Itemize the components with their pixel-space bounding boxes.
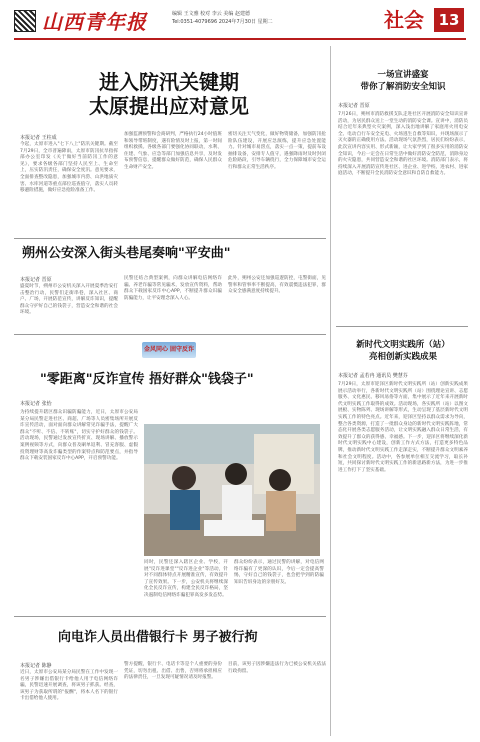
practice-byline: 本报记者 孟若冉 通讯员 樊慧芬 — [338, 373, 408, 379]
paper-name: 山西青年报 — [42, 10, 147, 34]
fraud-col-3: 群众纷纷表示，通过民警的讲解，对电信网络诈骗有了更深的认识，今后一定会提高警惕，守好自己的钱袋子，也会把学到的防骗知识告诉身边的亲朋好友。 — [234, 560, 324, 585]
practice-body: 7月29日，太原市迎泽区新时代文明实践所（站）创新实践成果展示活动举行，各新时代文明实践所（站）围绕理论宣讲、志愿服务、文化惠民、移风易俗等方面，集中展示了近年来开展新时代文明实践工作取得的成效。活动现场，各实践所（站）以图文展板、实物陈列、现场讲解等形式，生动呈现了基层新时代文明实践工作的特色亮点。近年来，迎泽区坚持以群众需求为导向，整合各类资源，打造了一批群众身边的新时代文明实践阵地，常态化开展各类志愿服务活动，让文明实践融入群众日常生活，有效提升了群众的获得感、幸福感。下一步，迎泽区将继续深化新时代文明实践中心建设，创新工作方式方法，打造更多特色品牌，推动新时代文明实践工作走深走实，不断提升群众文明素养和社会文明程度。活动中，各参展单位相互交流学习，取长补短，共同探讨新时代文明实践工作的新思路新方法，为进一步推进工作打下了坚实基础。 — [338, 382, 468, 473]
bank-col-2: 警方提醒，银行卡、电话卡等是个人重要的身份凭证，切勿出租、出借、出售，否则将承担相应的法律责任，一旦发现可疑情况请及时报警。 — [124, 662, 222, 681]
flood-byline: 本报记者 王柱成 — [20, 135, 57, 141]
fraud-col-2: 同时，民警还深入辖区企业、学校，开展"反诈进课堂""反诈进企业"等活动，针对不同群体特点开展精准宣传，有效提升了宣传效果。下一步，公安机关将继续深化全民反诈宣传，构建全民反诈格局，坚决遏制电信网络诈骗犯罪高发多发态势。 — [144, 560, 228, 598]
column-divider — [330, 46, 331, 736]
shuozhou-byline: 本报记者 晋原 — [20, 277, 52, 283]
divider — [14, 616, 326, 617]
editor-line: 编辑 王文雅 校对 李云 美编 赵建德 — [172, 11, 250, 17]
qr-code-icon — [14, 10, 36, 32]
shuozhou-col-2: 民警还结合典型案例，向群众讲解电信网络诈骗、养老诈骗等常见骗术，发放宣传资料，帮助群众下载国家反诈中心APP，不断提升群众识骗防骗能力，让平安理念深入人心。 — [124, 276, 222, 301]
section-title: 社会 — [384, 8, 424, 32]
propaganda-title-2: 带你了解消防安全知识 — [360, 82, 446, 92]
bank-byline: 本报记者 陈静 — [20, 663, 52, 669]
masthead — [0, 0, 480, 46]
fraud-title: "零距离"反诈宣传 捂好群众"钱袋子" — [40, 372, 254, 387]
photo-anti-fraud — [144, 424, 320, 556]
flood-title-2: 太原提出应对意见 — [89, 94, 249, 118]
divider — [14, 334, 326, 335]
shuozhou-title: 朔州公安深入街头巷尾奏响"平安曲" — [22, 246, 231, 261]
divider — [14, 238, 326, 239]
fraud-byline: 本报记者 张怡 — [20, 401, 52, 407]
fraud-col-1: 为持续提升辖区群众识骗防骗能力，近日，太原市公安局某分局民警走进社区、商超、广场等人员密集场所开展反诈宣传活动，面对面向群众讲解常见诈骗手法，提醒广大群众"不听、不信、不转账"，切实守护好群众的钱袋子。活动现场，民警通过发放宣传折页、现场讲解、播放警示案例视频等方式，向群众普及刷单返利、冒充客服、虚假投资理财等高发诈骗类型的作案特点和防范要点，并指导群众下载安装国家反诈中心APP，开启预警功能。 — [20, 410, 138, 462]
propaganda-byline: 本报记者 晋原 — [338, 103, 370, 109]
divider — [336, 326, 468, 327]
flood-title-1: 进入防汛关键期 — [99, 70, 239, 94]
bank-col-1: 近日，太原市公安局某分局民警在工作中发现一名男子涉嫌出借银行卡给他人用于电信网络诈骗，民警迅速开展调查，将该男子抓获。经查，该男子为获取所谓的"报酬"，将本人名下的银行卡出借给他人使用。 — [20, 670, 118, 702]
shuozhou-col-1: 盛夏时节，朔州市公安机关深入开展夏季治安打击整治行动，民警们走街串巷，深入社区、商户、广场，开展防范宣传，讲解反诈知识，提醒群众守护好自己的钱袋子，营造安全和谐的社会环境。 — [20, 284, 118, 316]
header-rule — [14, 38, 466, 40]
practice-title-1: 新时代文明实践所（站） — [356, 340, 450, 350]
flood-col-2: 加强监测预警和会商研判，严格执行24小时值班和领导带班制度，遇有险情及时上报，第一时间组织救援。各级各部门要强化协同联动，水利、住建、气象、应急等部门加强信息共享，及时发布预警信息，提醒群众做好防范，确保人民群众生命财产安全。 — [124, 132, 222, 170]
flood-col-3: 密切关注天气变化，做好物资储备，加强防汛抢险队伍建设，开展应急演练，提升应急处置能力。针对城市易涝点，落实一点一策，提前布设抽排设备，安排专人值守，遇强降雨时及时封闭危险路段，引导车辆绕行，全力保障城市安全运行和群众正常生活秩序。 — [228, 132, 326, 170]
date-line: Tel:0351-4079696 2024年7月30日 星期二 — [172, 19, 273, 25]
bank-col-3: 目前，该男子因涉嫌违法行为已被公安机关依法行政拘留。 — [228, 662, 326, 674]
propaganda-body: 7月26日，朔州市消防救援支队走进社区开展消防安全知识宣讲活动，为居民群众送上一堂生动的消防安全课。宣讲中，消防员结合近年来典型火灾案例，深入浅出地讲解了家庭用火用电安全、电动自行车安全充电、火场逃生自救等知识，并现场演示了灭火器的正确使用方法。活动现场气氛热烈，居民们纷纷表示，此次宣讲内容实用、形式新颖，让大家学到了很多实用的消防安全知识，今后一定会在日常生活中做好消防安全防范，消除身边的火灾隐患，共同营造安全和谐的社区环境。消防部门表示，将持续深入开展消防宣传进社区、进企业、进学校、进农村、进家庭活动，不断提升全民消防安全意识和自防自救能力。 — [338, 112, 468, 177]
page-number: 13 — [434, 8, 464, 32]
practice-title-2: 亮相创新实践成果 — [368, 352, 437, 362]
flood-col-1: 今起，太原市进入"七下八上"防汛关键期。截至7月29日，全市普遍降雨，太原市防汛抗旱指挥部办公室印发《关于做好当前防汛工作的意见》，要求各级各部门坚持人民至上、生命至上，压实防汛责任，确保安全度汛。意见要求，全面排查整改隐患，加强城市内涝、山洪地质灾害、水库河道等重点部位巡查值守，落实人员转移避险措施，做好应急抢险准备工作。 — [20, 142, 118, 194]
photo-scene-icon — [144, 424, 320, 556]
bank-title: 向电诈人员出借银行卡 男子被行拘 — [58, 630, 258, 645]
fraud-col-2-top — [144, 410, 320, 422]
shuozhou-col-3: 此外，朔州公安还加强巡逻防控，屯警街面，见警率和管事率不断提高，有效震慑违法犯罪，群众安全感满意度持续提升。 — [228, 276, 326, 295]
propaganda-title-1: 一场宣讲盛宴 — [377, 70, 429, 80]
photo-tag: 金风同心 固守反诈 — [142, 342, 196, 358]
